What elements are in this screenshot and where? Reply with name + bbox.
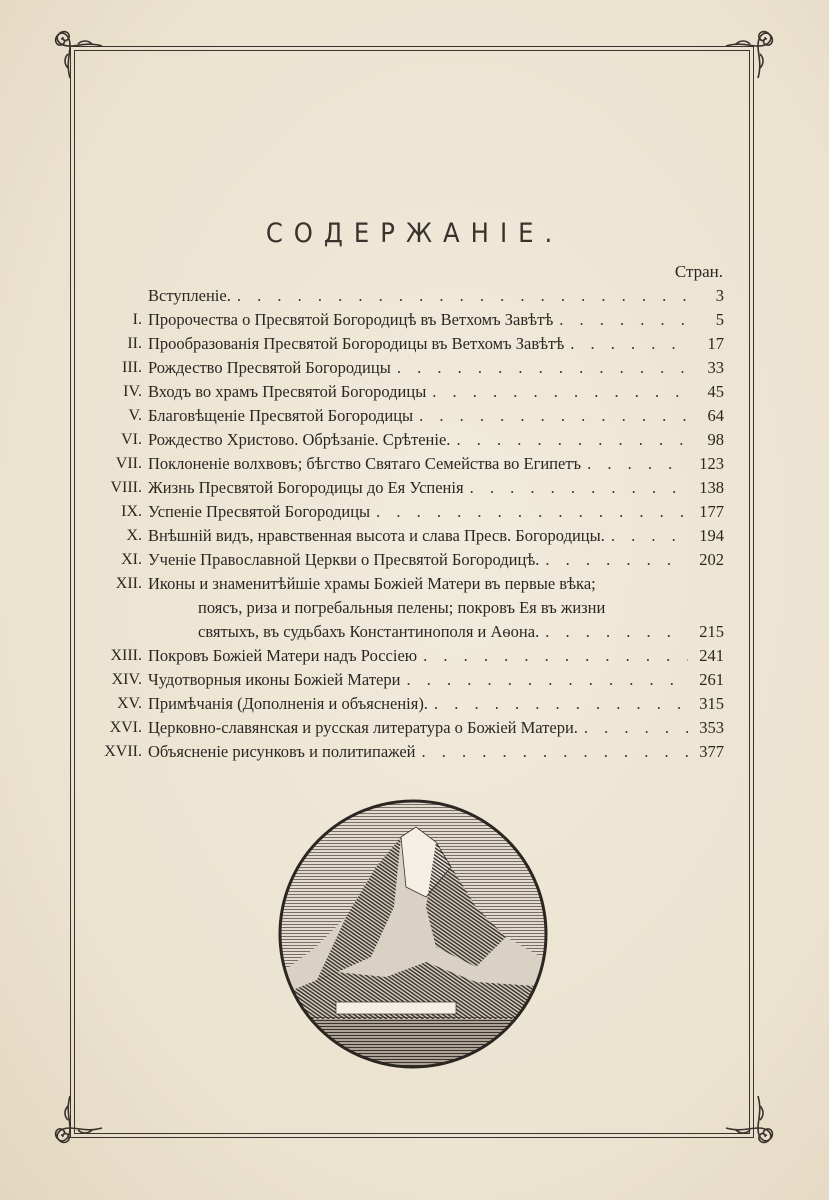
toc-entry-number: XVII.	[104, 743, 142, 760]
toc-entry-line	[148, 356, 724, 380]
toc-entry-line	[198, 620, 724, 644]
toc-dot-leader	[406, 668, 688, 692]
toc-entry-title: Жизнь Пресвятой Богородицы до Ея Успенія	[148, 478, 464, 497]
toc-entry	[96, 452, 724, 476]
mountain-vignette-image	[276, 797, 550, 1071]
toc-entry-title: святыхъ, въ судьбахъ Константинополя и Аѳона.	[198, 622, 540, 641]
toc-entry-number: V.	[128, 407, 142, 424]
corner-ornament-bottom-right	[724, 1094, 780, 1150]
toc-entry-page-number: 123	[699, 454, 724, 473]
toc-dot-leader	[584, 716, 688, 740]
toc-entry-title: Рождество Пресвятой Богородицы	[148, 358, 391, 377]
toc-entry	[96, 332, 724, 356]
toc-entry-title: Благовѣщеніе Пресвятой Богородицы	[148, 406, 414, 425]
toc-entry-number: XI.	[121, 551, 142, 568]
toc-entry-number: VII.	[115, 455, 142, 472]
toc-entry-line	[148, 716, 724, 740]
toc-entry-line	[148, 308, 724, 332]
toc-entry-line	[148, 548, 724, 572]
toc-dot-leader	[237, 284, 688, 308]
toc-entry-page-number: 98	[707, 430, 724, 449]
toc-entry-line	[148, 740, 724, 764]
toc-entry	[96, 692, 724, 716]
toc-entry-title: Рождество Христово. Обрѣзаніе. Срѣтеніе.	[148, 430, 451, 449]
corner-ornament-top-right	[724, 24, 780, 80]
toc-dot-leader	[432, 380, 688, 404]
toc-entry-page-number: 215	[699, 622, 724, 641]
toc-entry	[96, 716, 724, 740]
toc-entry-page-number: 377	[699, 742, 724, 761]
toc-entry-number: IX.	[121, 503, 142, 520]
toc-entry-line	[148, 332, 724, 356]
toc-entry-page-number: 177	[699, 502, 724, 521]
toc-dot-leader	[470, 476, 688, 500]
toc-dot-leader	[587, 452, 688, 476]
page-title: СОДЕРЖАНІЕ.	[265, 218, 564, 249]
toc-entry-page-number: 315	[699, 694, 724, 713]
toc-entry-line	[148, 476, 724, 500]
toc-entry-page-number: 138	[699, 478, 724, 497]
toc-entry-number: III.	[122, 359, 142, 376]
toc-entry-title: Вступленіе.	[148, 286, 231, 305]
toc-entry-line	[148, 644, 724, 668]
toc-entry	[96, 404, 724, 428]
toc-dot-leader	[456, 428, 688, 452]
toc-entry-page-number: 64	[707, 406, 724, 425]
toc-entry-title: Покровъ Божіей Матери надъ Россіею	[148, 646, 418, 665]
toc-entry	[96, 380, 724, 404]
toc-entry-title: Чудотворныя иконы Божіей Матери	[148, 670, 401, 689]
toc-entry-title: Иконы и знаменитѣйшіе храмы Божіей Матери въ первые вѣка;	[148, 574, 596, 593]
toc-entry	[96, 284, 724, 308]
toc-entry-title: Прообразованія Пресвятой Богородицы въ Ветхомъ Завѣтѣ	[148, 334, 565, 353]
toc-entry-page-number: 3	[715, 286, 724, 305]
toc-entry-number: X.	[126, 527, 142, 544]
toc-dot-leader	[419, 404, 688, 428]
toc-entry-line	[148, 668, 724, 692]
toc-entry-title: Успеніе Пресвятой Богородицы	[148, 502, 371, 521]
toc-entry-page-number: 45	[707, 382, 724, 401]
toc-entry-title: Объясненіе рисунковъ и политипажей	[148, 742, 416, 761]
toc-entry	[96, 356, 724, 380]
toc-dot-leader	[423, 644, 688, 668]
table-of-contents	[96, 284, 724, 764]
toc-entry-line	[148, 284, 724, 308]
toc-entry-page-number: 261	[699, 670, 724, 689]
toc-dot-leader	[570, 332, 688, 356]
toc-entry	[96, 668, 724, 692]
toc-entry-title: Пророчества о Пресвятой Богородицѣ въ Ветхомъ Завѣтѣ	[148, 310, 554, 329]
toc-entry	[96, 572, 724, 596]
toc-entry-number: VIII.	[110, 479, 142, 496]
toc-entry	[96, 524, 724, 548]
toc-entry-line	[148, 572, 724, 596]
toc-dot-leader	[397, 356, 688, 380]
toc-entry-number: II.	[127, 335, 142, 352]
toc-entry-title: Входъ во храмъ Пресвятой Богородицы	[148, 382, 427, 401]
toc-entry-page-number: 194	[699, 526, 724, 545]
toc-entry-page-number: 17	[707, 334, 724, 353]
toc-entry-line	[148, 404, 724, 428]
toc-entry-line	[148, 692, 724, 716]
toc-entry	[96, 620, 724, 644]
toc-entry-line	[148, 524, 724, 548]
toc-entry-number: VI.	[121, 431, 142, 448]
toc-entry-number: XV.	[116, 695, 142, 712]
toc-entry-page-number: 241	[699, 646, 724, 665]
toc-entry-title: Церковно-славянская и русская литература о Божіей Матери.	[148, 718, 578, 737]
toc-dot-leader	[434, 692, 688, 716]
toc-entry-page-number: 33	[707, 358, 724, 377]
toc-dot-leader	[545, 548, 688, 572]
toc-entry-number: IV.	[123, 383, 142, 400]
toc-entry-line	[198, 596, 724, 620]
toc-entry-number: XVI.	[109, 719, 142, 736]
toc-entry-number: XIV.	[111, 671, 142, 688]
toc-entry-title: Ученіе Православной Церкви о Пресвятой Богородицѣ.	[148, 550, 540, 569]
toc-entry-line	[148, 500, 724, 524]
toc-entry-page-number: 5	[715, 310, 724, 329]
page-column-header: Стран.	[674, 262, 723, 281]
toc-entry	[96, 308, 724, 332]
toc-entry-number: I.	[132, 311, 142, 328]
toc-entry-number: XIII.	[110, 647, 142, 664]
toc-entry-page-number: 353	[699, 718, 724, 737]
toc-dot-leader	[611, 524, 688, 548]
toc-entry	[96, 740, 724, 764]
toc-dot-leader	[559, 308, 688, 332]
toc-entry-line	[148, 428, 724, 452]
toc-dot-leader	[376, 500, 688, 524]
toc-entry-line	[148, 380, 724, 404]
toc-entry-title: Примѣчанія (Дополненія и объясненія).	[148, 694, 428, 713]
corner-ornament-top-left	[48, 24, 104, 80]
toc-entry	[96, 476, 724, 500]
toc-entry-number: XII.	[115, 575, 142, 592]
toc-entry-title: Внѣшній видъ, нравственная высота и слава Пресв. Богородицы.	[148, 526, 605, 545]
toc-dot-leader	[545, 620, 688, 644]
toc-entry	[96, 596, 724, 620]
toc-entry	[96, 500, 724, 524]
toc-entry-title: Поклоненіе волхвовъ; бѣгство Святаго Семейства во Египетъ	[148, 454, 582, 473]
toc-entry	[96, 428, 724, 452]
toc-entry	[96, 548, 724, 572]
toc-entry-title: поясъ, риза и погребальныя пелены; покровъ Ея въ жизни	[198, 598, 606, 617]
toc-dot-leader	[422, 740, 688, 764]
corner-ornament-bottom-left	[48, 1094, 104, 1150]
toc-entry	[96, 644, 724, 668]
toc-entry-line	[148, 452, 724, 476]
toc-entry-page-number: 202	[699, 550, 724, 569]
